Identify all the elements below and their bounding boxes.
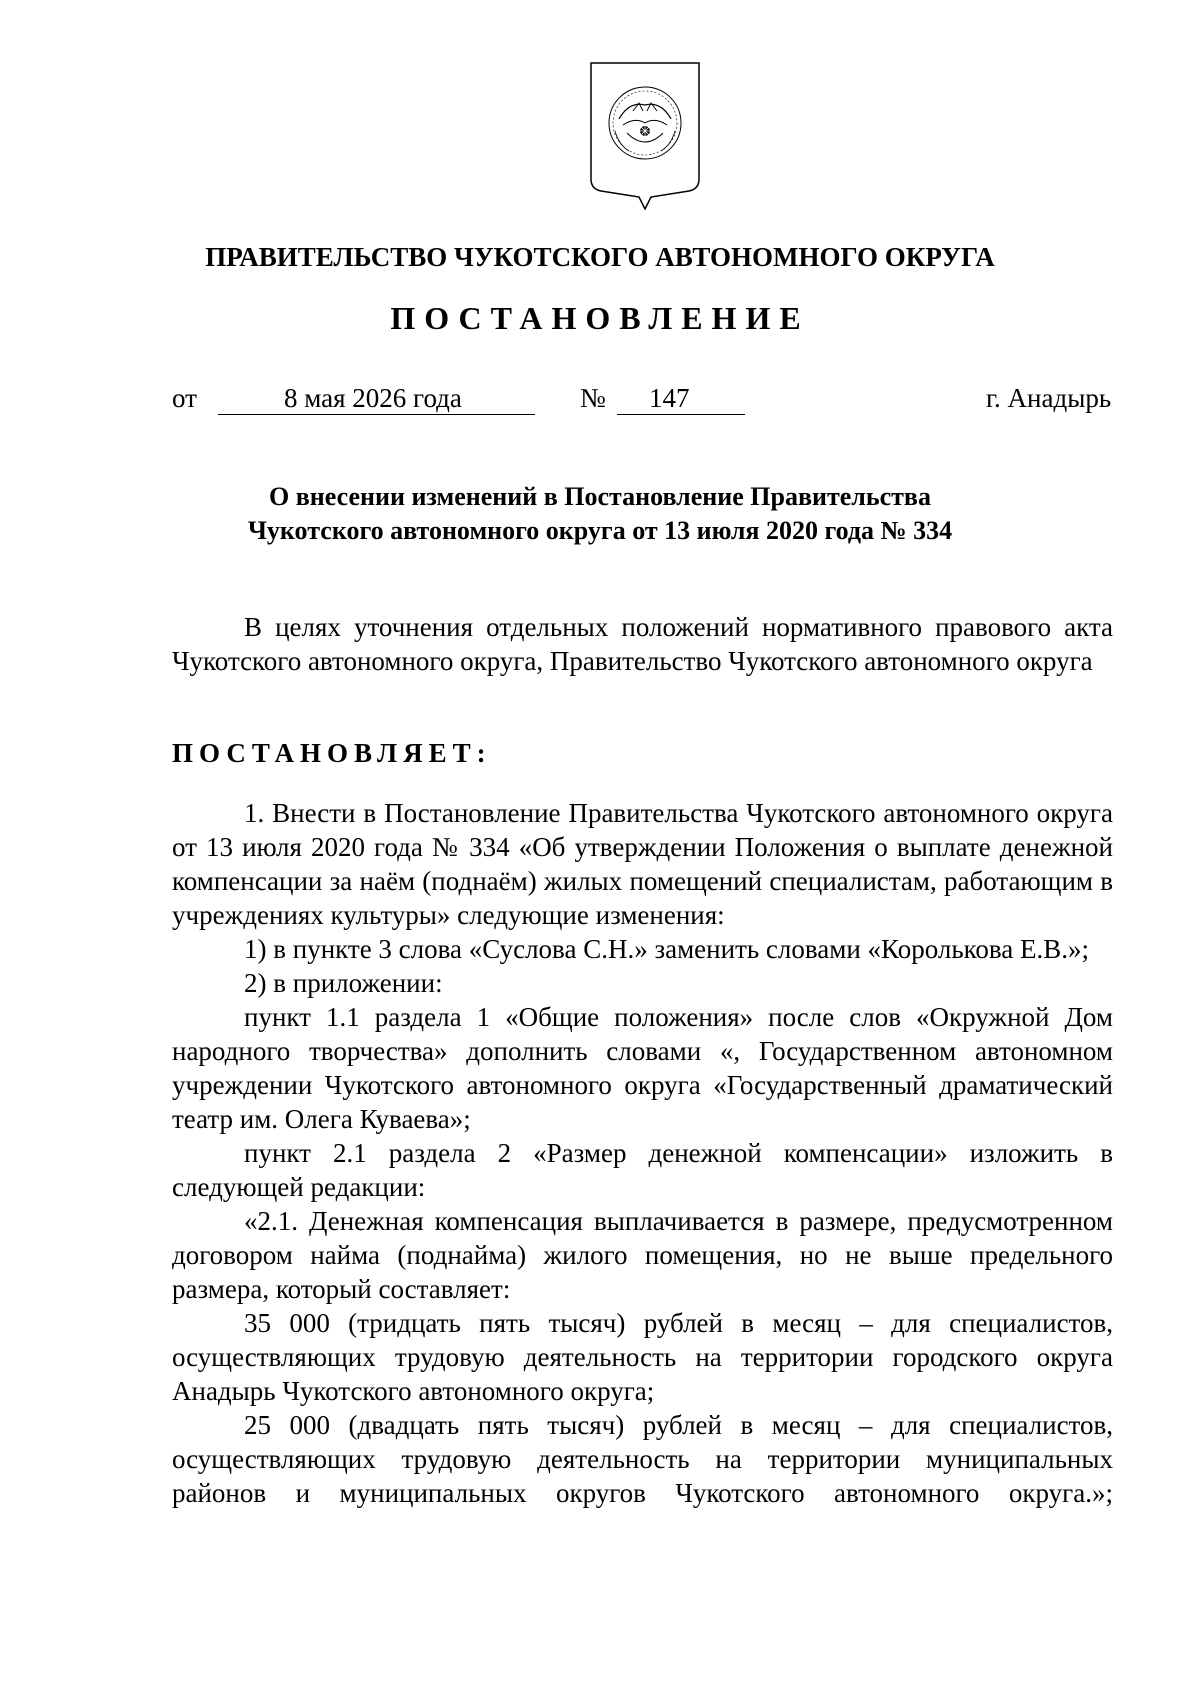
date-from-label: от [172,383,197,413]
paragraph: 1. Внести в Постановление Правительства Чукотского автономного округа от 13 июля 2020 года № 334 «Об утверждении Положения о выплате денежной компенсации за наём (поднаём) жилых помещений специалистам, работающим в учреждениях культуры» следующие изменения: [172,798,1113,930]
paragraph: пункт 2.1 раздела 2 «Размер денежной компенсации» изложить в следующей редакции: [172,1138,1113,1202]
date-underline [218,414,535,415]
document-type-heading: ПОСТАНОВЛЕНИЕ [390,300,810,336]
decree-title-line: О внесении изменений в Постановление Правительства [269,482,931,511]
resolves-heading: ПОСТАНОВЛЯЕТ: [172,738,492,768]
preamble: В целях уточнения отдельных положений нормативного правового акта Чукотского автономного округа, Правительство Чукотского автономного округа [172,612,1113,676]
decree-title-line: Чукотского автономного округа от 13 июля 2020 года № 334 [247,516,953,545]
number-underline [617,414,745,415]
paragraph: пункт 1.1 раздела 1 «Общие положения» после слов «Окружной Дом народного творчества» дополнить словами «, Государственном автономном учреждении Чукотского автономного округа «Государственный драматический театр им. Олега Куваева»; [172,1002,1113,1134]
paragraph: 2) в приложении: [244,968,443,998]
dateline [0,381,1200,417]
decree-body [172,796,1113,1510]
number-label: № [580,383,606,413]
decree-title [200,480,1000,548]
decree-number: 147 [649,383,690,413]
city: г. Анадырь [986,383,1112,413]
coat-of-arms-icon [589,61,701,210]
paragraph: 25 000 (двадцать пять тысяч) рублей в месяц – для специалистов, осуществляющих трудовую деятельность на территории муниципальных районов и муниципальных округов Чукотского автономного округа.»; [172,1410,1113,1508]
decree-date: 8 мая 2026 года [284,383,462,413]
preamble-block [172,610,1113,678]
paragraph: «2.1. Денежная компенсация выплачивается в размере, предусмотренном договором найма (поднайма) жилого помещения, но не выше предельного размера, который составляет: [172,1206,1113,1304]
paragraph: 35 000 (тридцать пять тысяч) рублей в месяц – для специалистов, осуществляющих трудовую деятельность на территории городского округа Анадырь Чукотского автономного округа; [172,1308,1113,1406]
paragraph: 1) в пункте 3 слова «Суслова С.Н.» заменить словами «Королькова Е.В.»; [244,934,1090,964]
government-heading: ПРАВИТЕЛЬСТВО ЧУКОТСКОГО АВТОНОМНОГО ОКРУГА [205,242,995,272]
